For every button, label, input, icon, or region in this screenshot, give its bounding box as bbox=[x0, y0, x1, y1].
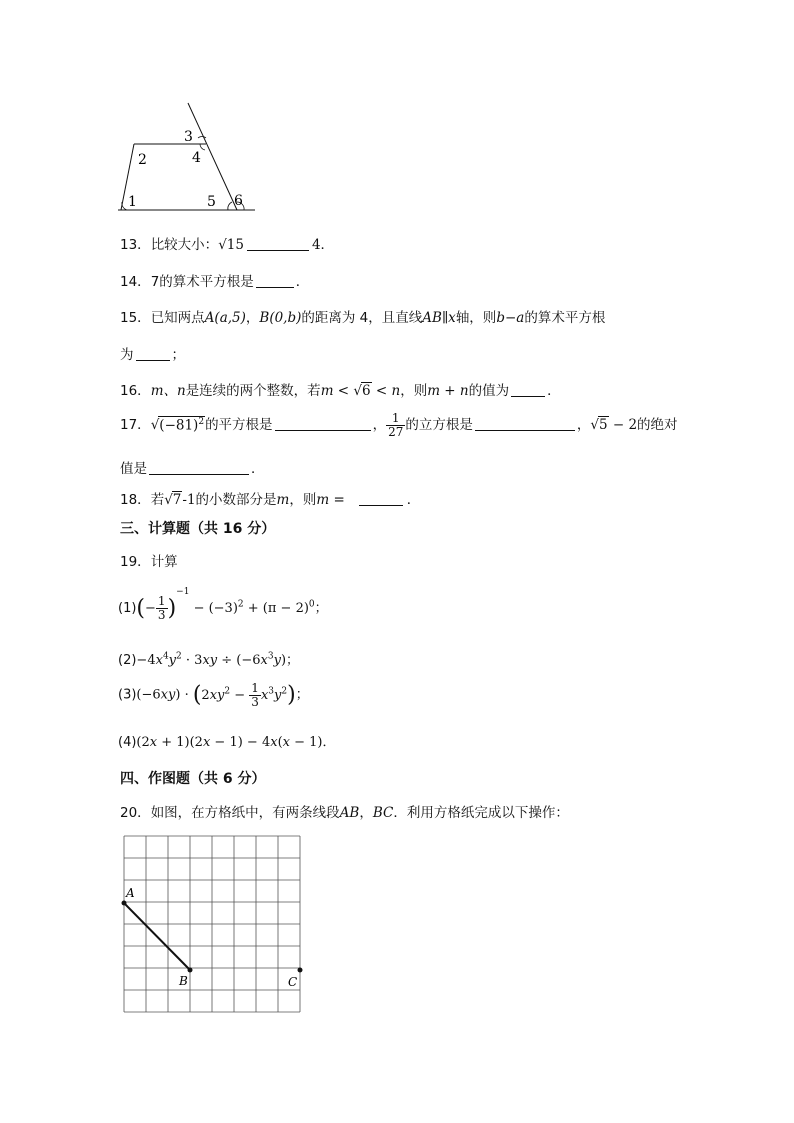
segment-ab-line bbox=[124, 903, 190, 970]
angle-label-4: 4 bbox=[192, 150, 201, 166]
part-label: (2) bbox=[118, 653, 137, 668]
answer-blank-3[interactable] bbox=[149, 460, 249, 475]
sqrt-15: √15 bbox=[218, 237, 244, 253]
label-c: C bbox=[288, 975, 298, 989]
point-a: A(a,5) bbox=[204, 310, 246, 326]
angle-label-2: 2 bbox=[138, 152, 147, 168]
exponent-neg1: −1 bbox=[176, 587, 190, 597]
question-text: 的立方根是 bbox=[405, 417, 473, 434]
question-text-end: 4． bbox=[311, 237, 335, 253]
answer-blank[interactable] bbox=[359, 491, 403, 506]
trapezoid-figure bbox=[110, 98, 270, 216]
point-b: B(0,b) bbox=[259, 310, 302, 326]
angle-label-6: 6 bbox=[234, 193, 243, 209]
radicand-7: 7 bbox=[172, 492, 182, 508]
question-end: ． bbox=[547, 383, 561, 399]
paren-close: ) bbox=[167, 596, 177, 621]
frac-denominator: 27 bbox=[388, 424, 404, 439]
expression: (2x + 1)(2x − 1) − 4x(x − 1) bbox=[136, 735, 323, 750]
question-text: 的距离为 4，且直线 bbox=[301, 310, 423, 326]
q19-part-4 bbox=[118, 731, 336, 750]
question-17 bbox=[120, 412, 678, 438]
grid-lines bbox=[124, 836, 300, 1012]
question-number: 17． bbox=[120, 417, 151, 434]
sqrt-neg81-squared: $√(-81)^2$ bbox=[150, 416, 205, 434]
question-text: 比较大小： bbox=[150, 237, 219, 253]
point-a-dot bbox=[122, 901, 127, 906]
sqrt-6: √6 bbox=[353, 383, 371, 399]
sqrt-7: √7 bbox=[164, 492, 182, 508]
question-text: 的小数部分是 bbox=[195, 492, 277, 508]
expression: $-4x^4y^2 \cdot 3xy \div (-6x^3y)$ bbox=[136, 651, 287, 668]
radicand: (−81) bbox=[159, 417, 199, 434]
question-title: 计算 bbox=[150, 554, 178, 570]
separator: ， bbox=[372, 417, 387, 434]
answer-blank[interactable] bbox=[511, 382, 545, 397]
question-number: 14． bbox=[120, 274, 151, 290]
question-text: 的算术平方根 bbox=[524, 310, 606, 326]
label-a: A bbox=[126, 886, 135, 900]
sqrt-5: √5 bbox=[590, 417, 608, 434]
question-19 bbox=[120, 550, 178, 570]
question-16 bbox=[120, 379, 561, 399]
question-number: 18． bbox=[120, 492, 151, 508]
question-text: 若 bbox=[150, 492, 165, 508]
m-equals: m = bbox=[316, 492, 345, 508]
frac-denominator: 3 bbox=[251, 694, 259, 709]
paren-open: ( bbox=[136, 596, 146, 621]
question-text: 轴，则 bbox=[455, 310, 497, 326]
frac-numerator: 1 bbox=[251, 681, 259, 695]
expression: (−6xy) · bbox=[136, 687, 193, 703]
question-text: 为 bbox=[120, 347, 134, 363]
paren-close: ) bbox=[287, 682, 296, 708]
question-end: ． bbox=[251, 461, 265, 477]
term: $x^3y^2$ bbox=[260, 686, 288, 703]
answer-blank-2[interactable] bbox=[475, 416, 575, 431]
section-3-title: 三、计算题（共 16 分） bbox=[120, 521, 276, 537]
angle-arc-3 bbox=[198, 136, 206, 138]
question-number: 20． bbox=[120, 805, 151, 821]
answer-blank[interactable] bbox=[256, 273, 294, 288]
question-text: 的平方根是 bbox=[205, 417, 273, 434]
inequality-left: m < bbox=[320, 383, 350, 399]
question-text: 的绝对 bbox=[637, 417, 678, 434]
question-text: 已知两点 bbox=[150, 310, 205, 326]
question-number: 15． bbox=[120, 310, 151, 326]
answer-blank[interactable] bbox=[136, 346, 170, 361]
part-label: (4) bbox=[118, 735, 137, 750]
question-15-line2 bbox=[120, 343, 185, 363]
term: $2xy^2$ − bbox=[201, 686, 250, 703]
question-18 bbox=[120, 488, 420, 508]
minus-sign: − bbox=[145, 601, 156, 616]
vars-m-n: m、n bbox=[150, 383, 186, 399]
paren-open: ( bbox=[192, 682, 202, 708]
answer-blank-1[interactable] bbox=[275, 416, 371, 431]
question-13 bbox=[120, 233, 334, 253]
question-14 bbox=[120, 270, 309, 290]
part-end: ； bbox=[314, 601, 328, 616]
question-number: 19． bbox=[120, 554, 151, 570]
fraction-1-3 bbox=[249, 682, 261, 708]
q19-part-2 bbox=[118, 649, 299, 668]
answer-blank[interactable] bbox=[247, 236, 309, 251]
question-number: 16． bbox=[120, 383, 151, 399]
question-text: ．利用方格纸完成以下操作： bbox=[393, 805, 569, 821]
question-15 bbox=[120, 306, 605, 326]
question-20 bbox=[120, 801, 569, 821]
question-end: ； bbox=[171, 347, 185, 363]
line-ab-parallel: AB∥x bbox=[422, 310, 456, 326]
term: − $(-3)^2 + (\pi - 2)^0$ bbox=[189, 599, 315, 616]
frac-numerator: 1 bbox=[157, 594, 166, 609]
part-end: ； bbox=[295, 687, 309, 703]
separator: ， bbox=[359, 805, 373, 821]
part-label: (1) bbox=[118, 601, 137, 616]
part-end: ． bbox=[322, 735, 336, 750]
question-text: ，则 bbox=[289, 492, 317, 508]
frac-denominator: 3 bbox=[157, 608, 166, 622]
part-label: (3) bbox=[118, 687, 137, 703]
question-text: ，则 bbox=[400, 383, 428, 399]
var-m: m bbox=[276, 492, 290, 508]
fraction-1-27 bbox=[386, 412, 405, 438]
question-text: 如图，在方格纸中，有两条线段 bbox=[150, 805, 340, 821]
question-text: 的值为 bbox=[468, 383, 510, 399]
segment-ab: AB bbox=[339, 805, 360, 821]
exponent: 2 bbox=[198, 416, 205, 427]
grid-figure bbox=[112, 828, 312, 1028]
fraction-1-3 bbox=[156, 595, 168, 621]
point-b-dot bbox=[188, 968, 193, 973]
question-end: ． bbox=[295, 274, 310, 290]
angle-label-5: 5 bbox=[207, 194, 216, 210]
expr-b-minus-a: b−a bbox=[496, 310, 525, 326]
frac-numerator: 1 bbox=[386, 412, 405, 426]
question-end: ． bbox=[406, 492, 421, 508]
question-text: 是连续的两个整数，若 bbox=[185, 383, 321, 399]
angle-arc-5 bbox=[228, 202, 232, 210]
point-c-dot bbox=[298, 968, 303, 973]
question-17-line2 bbox=[120, 457, 265, 477]
angle-label-1: 1 bbox=[128, 194, 137, 210]
q19-part-3 bbox=[118, 682, 309, 708]
q19-part-1 bbox=[118, 587, 328, 622]
section-4-title: 四、作图题（共 6 分） bbox=[120, 771, 266, 787]
question-text: 7的算术平方根是 bbox=[150, 274, 254, 290]
inequality-right: < n bbox=[375, 383, 401, 399]
question-text: 值是 bbox=[120, 461, 147, 477]
label-b: B bbox=[179, 974, 188, 988]
part-end: ； bbox=[286, 653, 300, 668]
radicand-6: 6 bbox=[362, 383, 371, 399]
minus-2: − 2 bbox=[612, 417, 638, 434]
radicand-5: 5 bbox=[598, 417, 608, 434]
separator: ， bbox=[576, 417, 591, 434]
segment-bc: BC bbox=[372, 805, 394, 821]
question-number: 13． bbox=[120, 237, 151, 253]
separator: ， bbox=[245, 310, 260, 326]
sum-m-n: m + n bbox=[427, 383, 469, 399]
minus-1: -1 bbox=[182, 492, 196, 508]
angle-label-3: 3 bbox=[184, 129, 193, 145]
